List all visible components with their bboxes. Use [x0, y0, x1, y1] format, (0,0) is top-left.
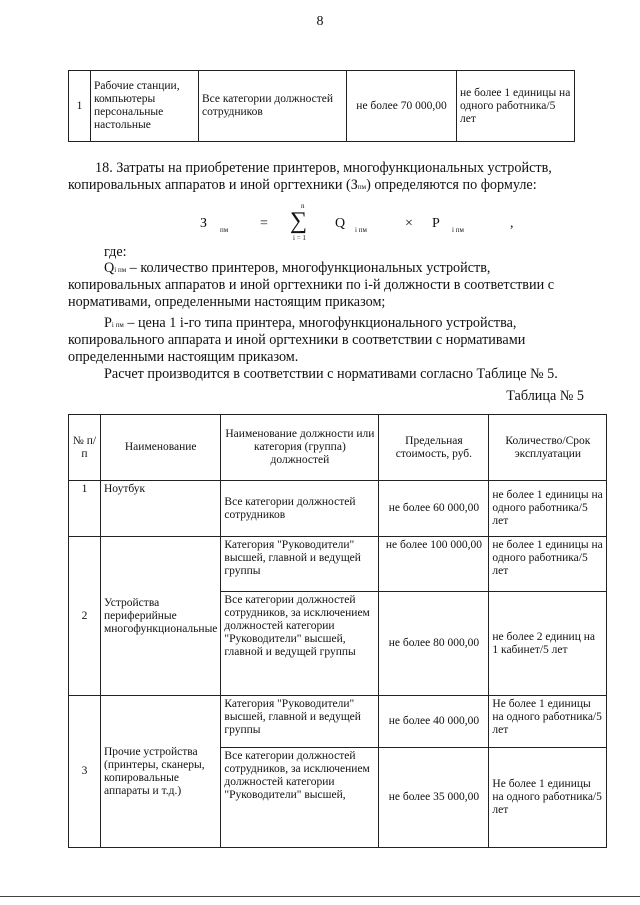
formula-sum-top: n	[301, 202, 305, 210]
item-category: Категория "Руководители" высшей, главной и ведущей группы	[221, 696, 379, 748]
item-price: не более 40 000,00	[379, 696, 489, 748]
item-quantity: не более 2 единиц на 1 кабинет/5 лет	[489, 592, 607, 696]
item-price: не более 60 000,00	[379, 481, 489, 537]
def-p-text1: – цена 1 i-го типа принтера, многофункционального устройства,	[127, 315, 517, 331]
calc-note: Расчет производится в соответствии с нормативами согласно Таблице № 5.	[104, 366, 558, 382]
item-category: Все категории должностей сотрудников	[221, 481, 379, 537]
item-quantity: Не более 1 единицы на одного работника/5 лет	[489, 748, 607, 848]
header-num: № п/п	[69, 415, 101, 481]
table-caption: Таблица № 5	[506, 388, 584, 404]
item-price: не более 100 000,00	[379, 537, 489, 592]
item-price: не более 35 000,00	[379, 748, 489, 848]
page-bottom-rule	[0, 896, 640, 897]
row-number: 1	[69, 71, 91, 142]
table-row	[69, 696, 607, 748]
table-row	[69, 537, 607, 592]
item-category: Все категории должностей сотрудников	[199, 71, 347, 142]
table-row	[69, 71, 575, 142]
formula-times: ×	[405, 216, 413, 231]
item-price: не более 80 000,00	[379, 592, 489, 696]
def-p-sub: i пм	[111, 321, 124, 329]
formula-p: P	[432, 216, 440, 231]
paragraph-18-sub: пм	[357, 183, 367, 191]
item-category: Все категории должностей сотрудников, за исключением должностей категории "Руководители" высшей, главной и ведущей группы	[221, 592, 379, 696]
def-p-text3: определенными настоящим приказом.	[68, 349, 299, 365]
def-q-symbol: Q	[104, 260, 115, 276]
paragraph-18-cont	[68, 177, 583, 196]
formula-sum-bottom: i = 1	[293, 234, 306, 242]
item-name: Ноутбук	[101, 481, 221, 537]
formula-p-sub: i пм	[452, 226, 464, 234]
formula-comma: ,	[510, 216, 514, 231]
header-name: Наименование	[101, 415, 221, 481]
formula-lhs-sub: пм	[220, 226, 229, 234]
item-price: не более 70 000,00	[347, 71, 457, 142]
def-q-sub: i пм	[114, 266, 127, 274]
item-category: Все категории должностей сотрудников, за исключением должностей категории "Руководители" высшей,	[221, 748, 379, 848]
item-name: Устройства периферийные многофункциональные	[101, 537, 221, 696]
paragraph-18-line2: копировальных аппаратов и иной оргтехники (З	[68, 177, 358, 193]
header-category: Наименование должности или категория (группа) должностей	[221, 415, 379, 481]
item-quantity: Не более 1 единицы на одного работника/5 лет	[489, 696, 607, 748]
item-quantity: не более 1 единицы на одного работника/5 лет	[489, 481, 607, 537]
row-number: 2	[69, 537, 101, 696]
def-p-symbol: P	[104, 315, 112, 331]
item-quantity: не более 1 единицы на одного работника/5 лет	[457, 71, 575, 142]
page-number: 8	[316, 14, 324, 29]
def-q-text1: – количество принтеров, многофункциональных устройств,	[129, 260, 491, 276]
row-number: 1	[69, 481, 101, 537]
formula-q-sub: i пм	[355, 226, 367, 234]
table-header-row	[69, 415, 607, 481]
table-row	[69, 481, 607, 537]
table-5	[68, 414, 607, 848]
top-table	[68, 70, 575, 142]
formula-lhs: З	[200, 216, 208, 231]
formula-equals: =	[260, 216, 268, 231]
formula-q: Q	[335, 216, 346, 231]
formula-sum: ∑	[290, 208, 308, 234]
item-name: Рабочие станции, компьютеры персональные настольные	[91, 71, 199, 142]
paragraph-18-tail: ) определяются по формуле:	[366, 177, 537, 193]
header-price: Предельная стоимость, руб.	[379, 415, 489, 481]
def-q-text2: копировальных аппаратов и иной оргтехники по i-й должности в соответствии с	[68, 277, 555, 293]
item-category: Категория "Руководители" высшей, главной и ведущей группы	[221, 537, 379, 592]
def-p-text2: копировального аппарата и иной оргтехники в соответствии с нормативами	[68, 332, 526, 348]
paragraph-18	[95, 160, 583, 177]
formula	[190, 200, 610, 250]
item-quantity: не более 1 единицы на одного работника/5 лет	[489, 537, 607, 592]
where-label: где:	[104, 244, 127, 260]
paragraph-18-line1: 18. Затраты на приобретение принтеров, многофункциональных устройств,	[95, 160, 552, 176]
item-name: Прочие устройства (принтеры, сканеры, копировальные аппараты и т.д.)	[101, 696, 221, 848]
header-quantity: Количество/Срок эксплуатации	[489, 415, 607, 481]
row-number: 3	[69, 696, 101, 848]
def-q-text3: нормативами, определенными настоящим приказом;	[68, 294, 386, 310]
